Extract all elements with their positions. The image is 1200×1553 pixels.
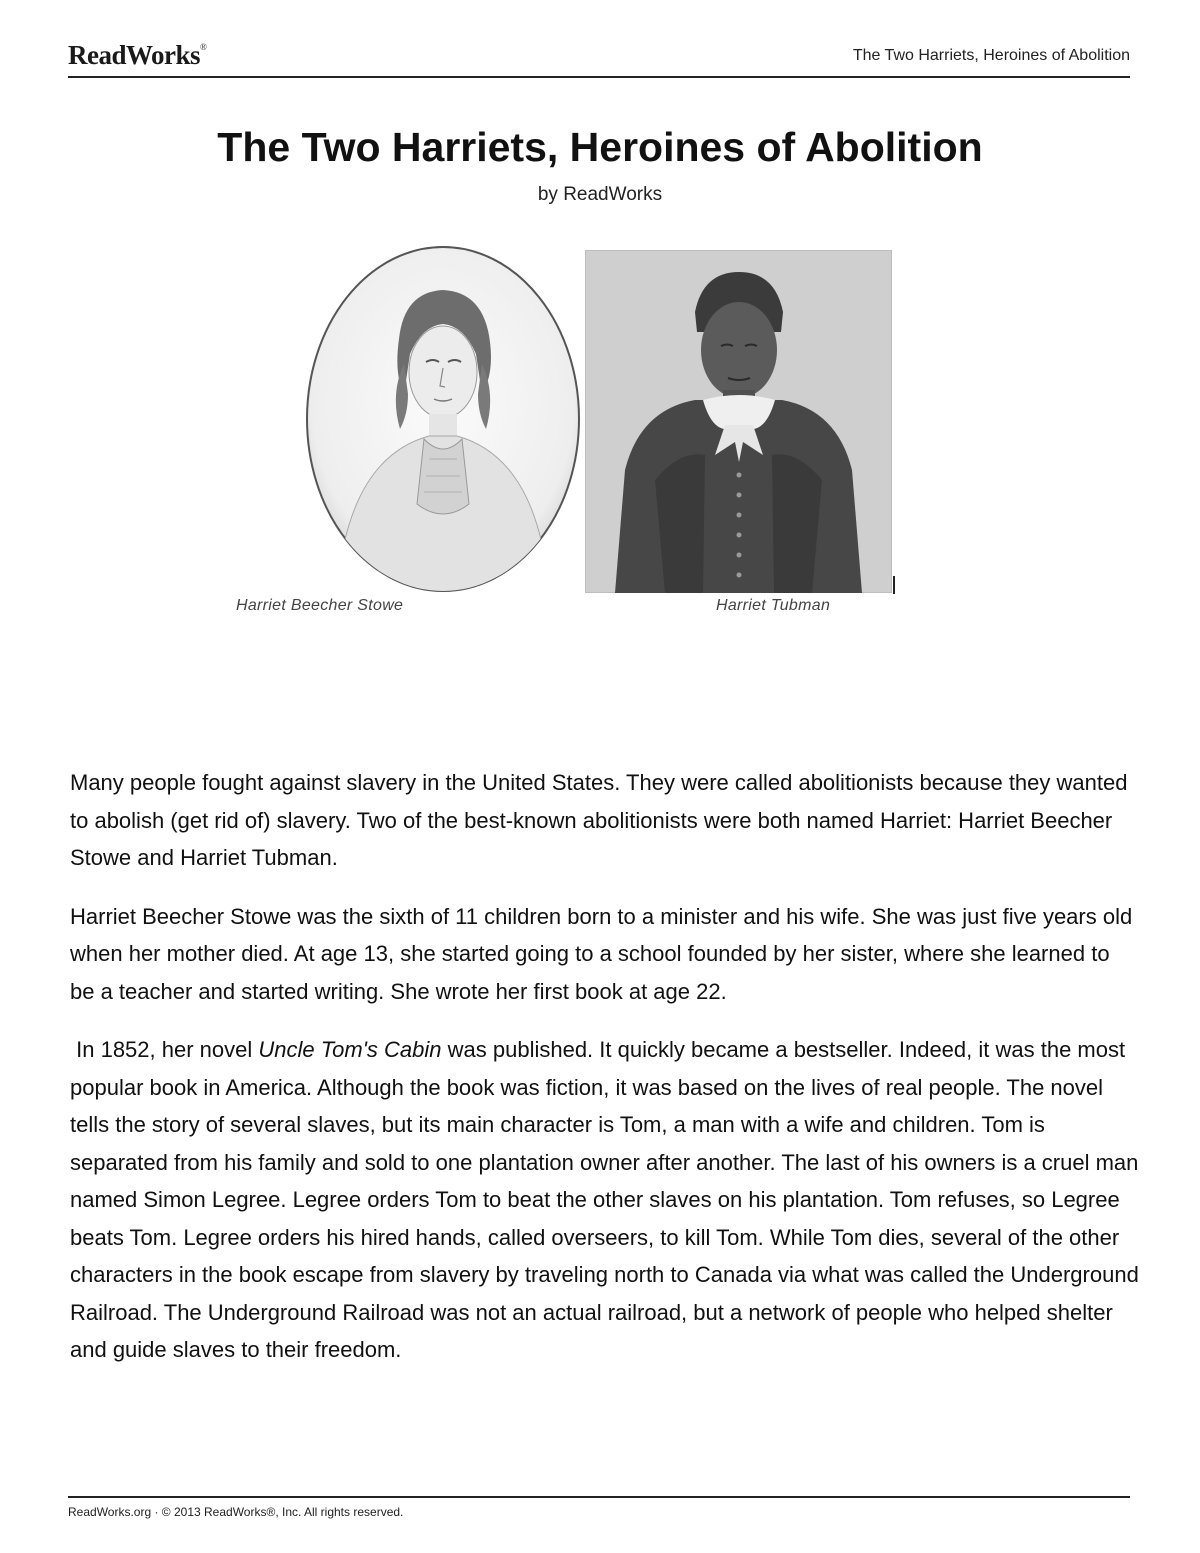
paragraph-3-lead: In 1852, her novel [76, 1037, 259, 1062]
portrait-tubman-image [585, 250, 892, 593]
paragraph-1: Many people fought against slavery in the United States. They were called abolitionists because they wanted to abolish (get rid of) slavery. Two of the best-known abolitionists were both named Harriet: Harriet Beecher Stowe and Harriet Tubman. [70, 770, 1128, 870]
readworks-logo [68, 40, 206, 71]
byline: by ReadWorks [537, 184, 663, 205]
portrait-stowe-image [304, 244, 582, 594]
registered-mark: ® [200, 42, 207, 52]
caption-stowe: Harriet Beecher Stowe [236, 597, 404, 614]
article-body [70, 764, 1140, 1390]
book-title: Uncle Tom's Cabin [258, 1037, 442, 1062]
logo-text: ReadWorks [68, 40, 201, 70]
paragraph-3-rest: was published. It quickly became a bestseller. Indeed, it was the most popular book in America. Although the book was fiction, it was based on the lives of real people. The novel tells the story of several slaves, but its main character is Tom, a man with a wife and children. Tom is separated from his family and sold to one plantation owner after another. The last of his owners is a cruel man named Simon Legree. Legree orders Tom to beat the other slaves on his plantation. Tom refuses, so Legree beats Tom. Legree orders his hired hands, called overseers, to kill Tom. While Tom dies, several of the other characters in the book escape from slavery by traveling north to Canada via what was called the Underground Railroad. The Underground Railroad was not an actual railroad, but a network of people who helped shelter and guide slaves to their freedom. [70, 1037, 1139, 1362]
article-title: The Two Harriets, Heroines of Abolition [217, 124, 983, 170]
caption-tubman: Harriet Tubman [716, 597, 831, 614]
paragraph-3 [70, 1031, 1140, 1369]
paragraph-2: Harriet Beecher Stowe was the sixth of 11 children born to a minister and his wife. She was just five years old when her mother died. At age 13, she started going to a school founded by her sister, where she learned to be a teacher and started writing. She wrote her first book at age 22. [70, 903, 1133, 1004]
stray-mark [893, 576, 895, 594]
footer-copyright: ReadWorks.org · © 2013 ReadWorks®, Inc. All rights reserved. [68, 1505, 404, 1519]
footer-divider [68, 1496, 1130, 1498]
page-header [68, 38, 1130, 78]
running-title: The Two Harriets, Heroines of Abolition [852, 47, 1130, 64]
